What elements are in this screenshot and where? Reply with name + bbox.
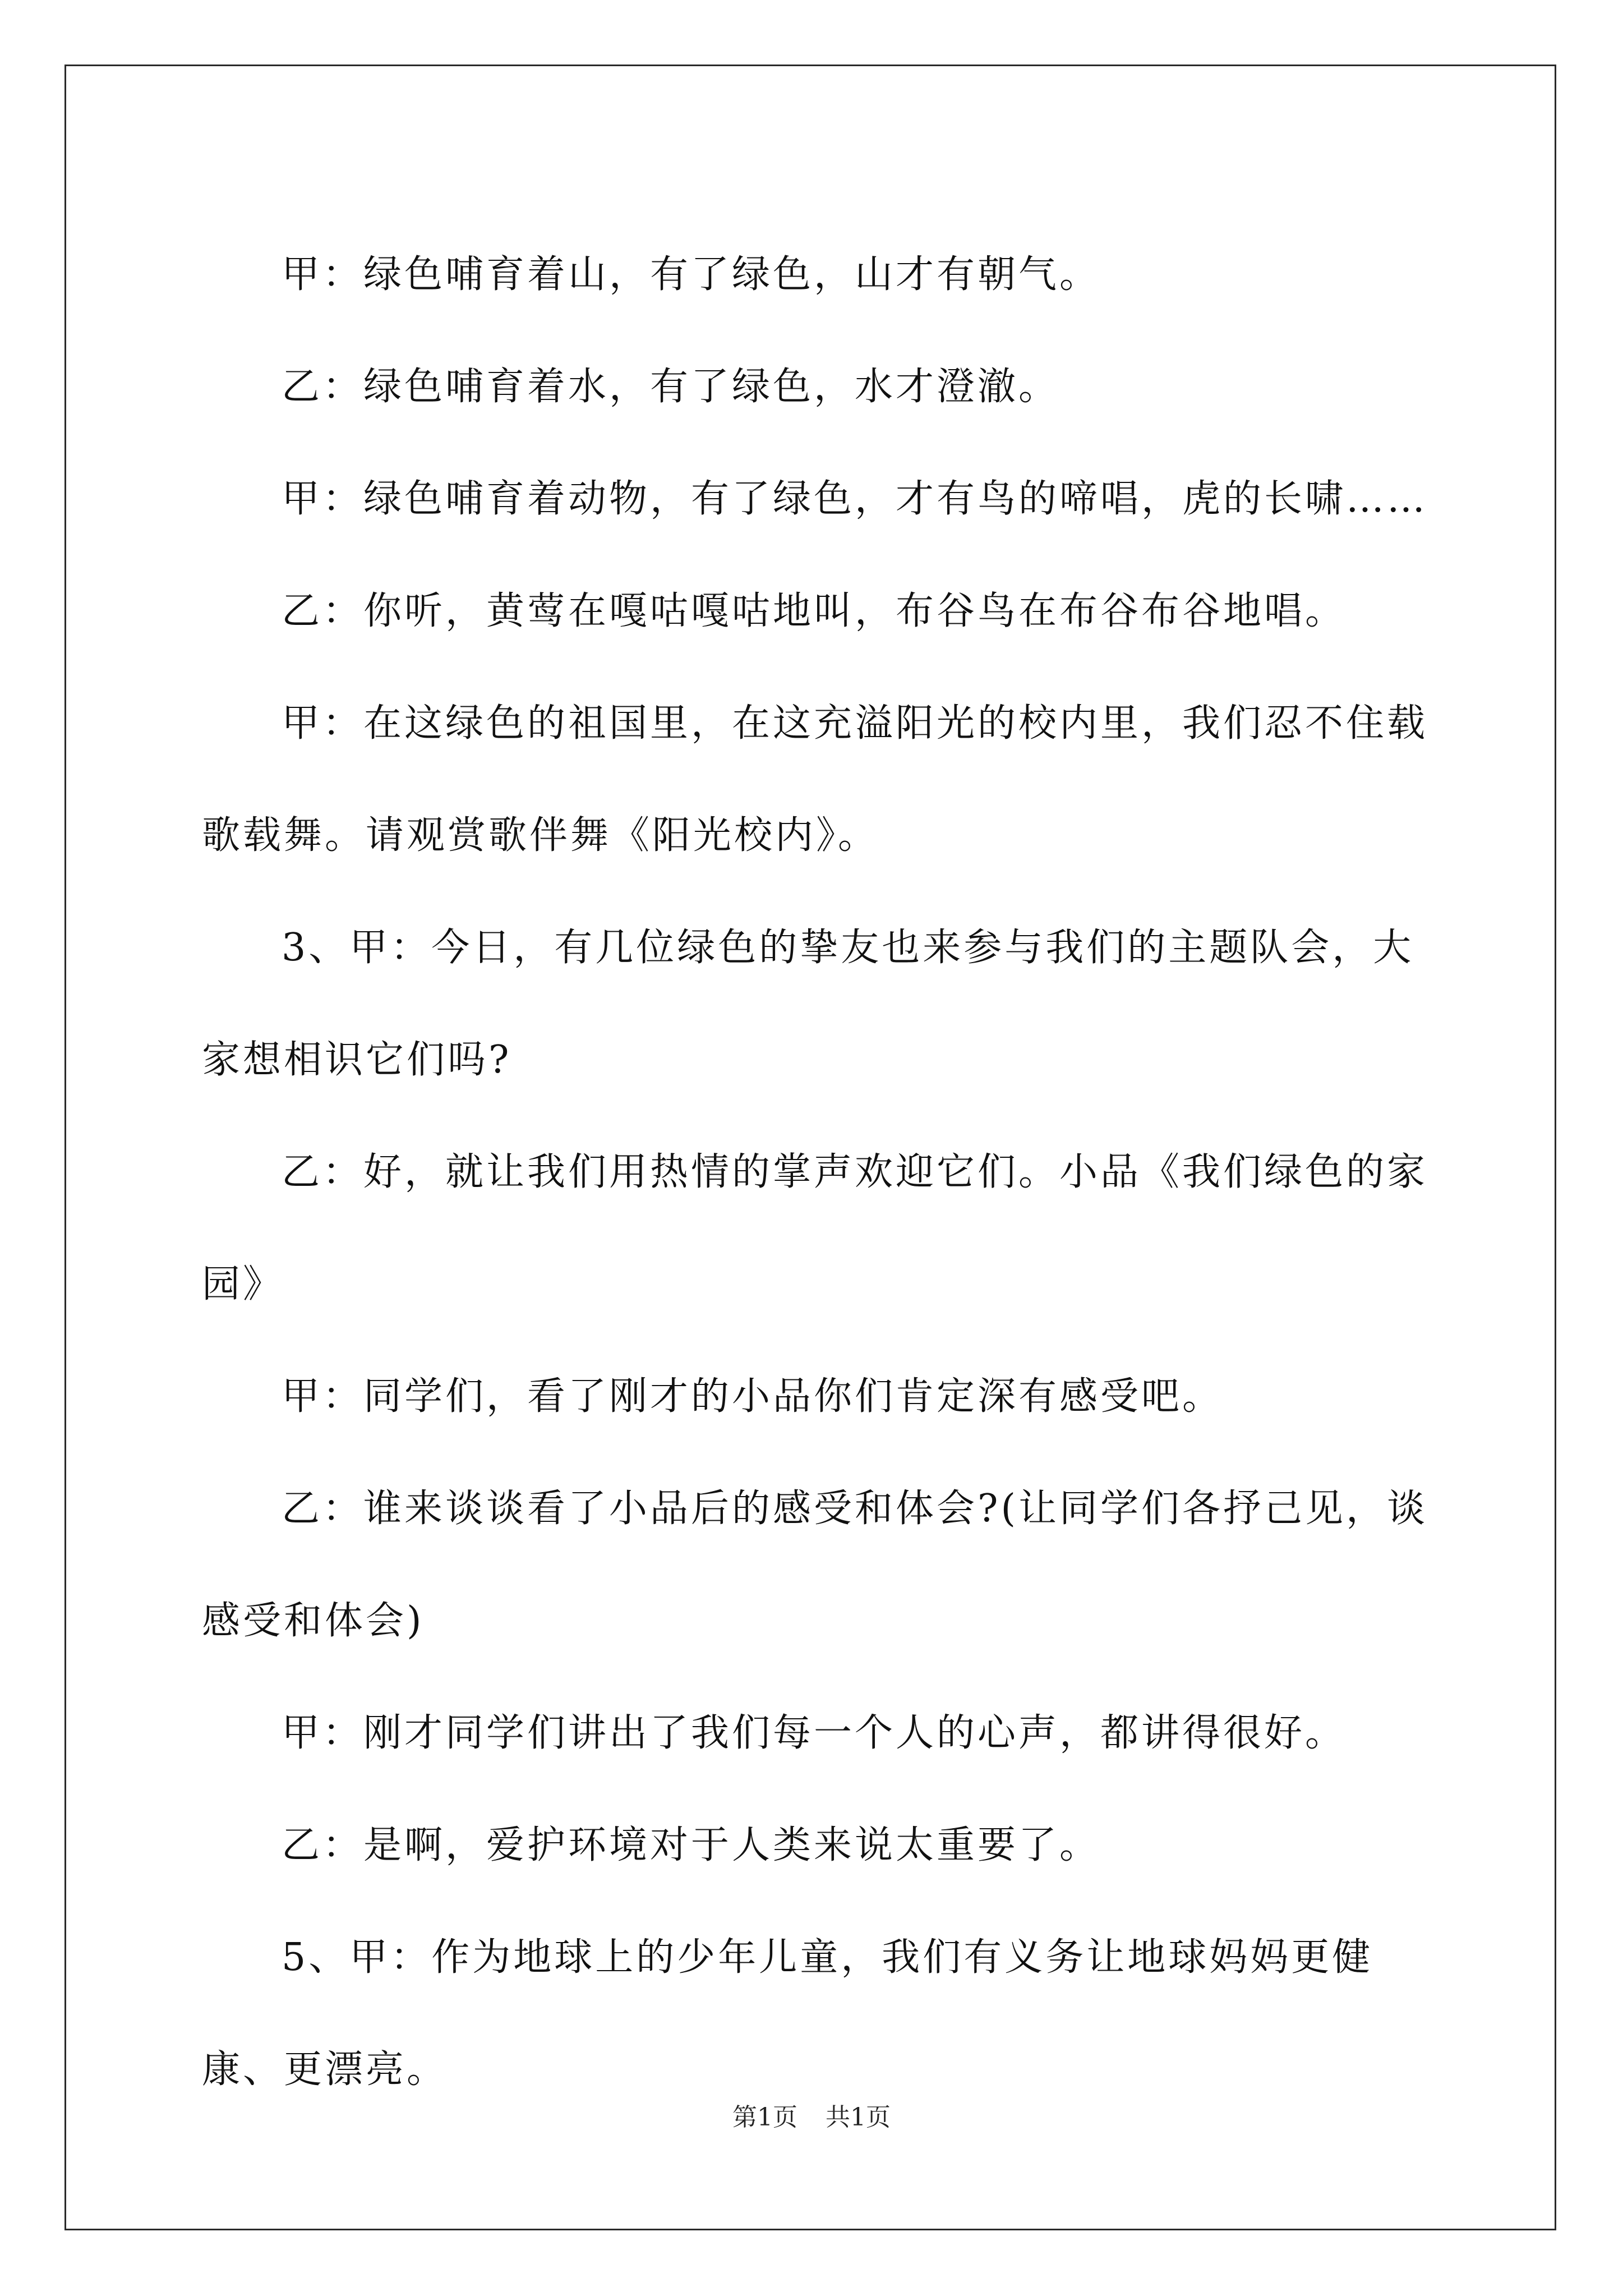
document-body — [202, 219, 1430, 2126]
paragraph-12: 5、甲：作为地球上的少年儿童，我们有义务让地球妈妈更健康、更漂亮。 — [202, 1935, 1373, 2092]
paragraph-4: 乙：你听，黄莺在嘎咕嘎咕地叫，布谷鸟在布谷布谷地唱。 — [282, 589, 1347, 633]
page-number-total: 共1页 — [826, 2103, 891, 2132]
paragraph-11: 乙：是啊，爱护环境对于人类来说太重要了。 — [282, 1823, 1101, 1867]
paragraph-7: 乙：好，就让我们用热情的掌声欢迎它们。小品《我们绿色的家园》 — [202, 1150, 1428, 1306]
paragraph-8: 甲：同学们，看了刚才的小品你们肯定深有感受吧。 — [282, 1374, 1224, 1419]
paragraph-2: 乙：绿色哺育着水，有了绿色，水才澄澈。 — [282, 365, 1060, 409]
paragraph-5: 甲：在这绿色的祖国里，在这充溢阳光的校内里，我们忍不住载歌载舞。请观赏歌伴舞《阳光校内》。 — [202, 701, 1428, 858]
paragraph-10: 甲：刚才同学们讲出了我们每一个人的心声，都讲得很好。 — [282, 1711, 1347, 1755]
paragraph-9: 乙：谁来谈谈看了小品后的感受和体会?(让同学们各抒己见，谈感受和体会) — [202, 1487, 1428, 1643]
paragraph-1: 甲：绿色哺育着山，有了绿色，山才有朝气。 — [282, 252, 1101, 297]
paragraph-6: 3、甲：今日，有几位绿色的挚友也来参与我们的主题队会，大家想相识它们吗? — [202, 926, 1414, 1082]
page-footer — [0, 2101, 1623, 2134]
page-number-current: 第1页 — [732, 2103, 797, 2132]
paragraph-3: 甲：绿色哺育着动物，有了绿色，才有鸟的啼唱，虎的长啸…… — [282, 477, 1428, 521]
